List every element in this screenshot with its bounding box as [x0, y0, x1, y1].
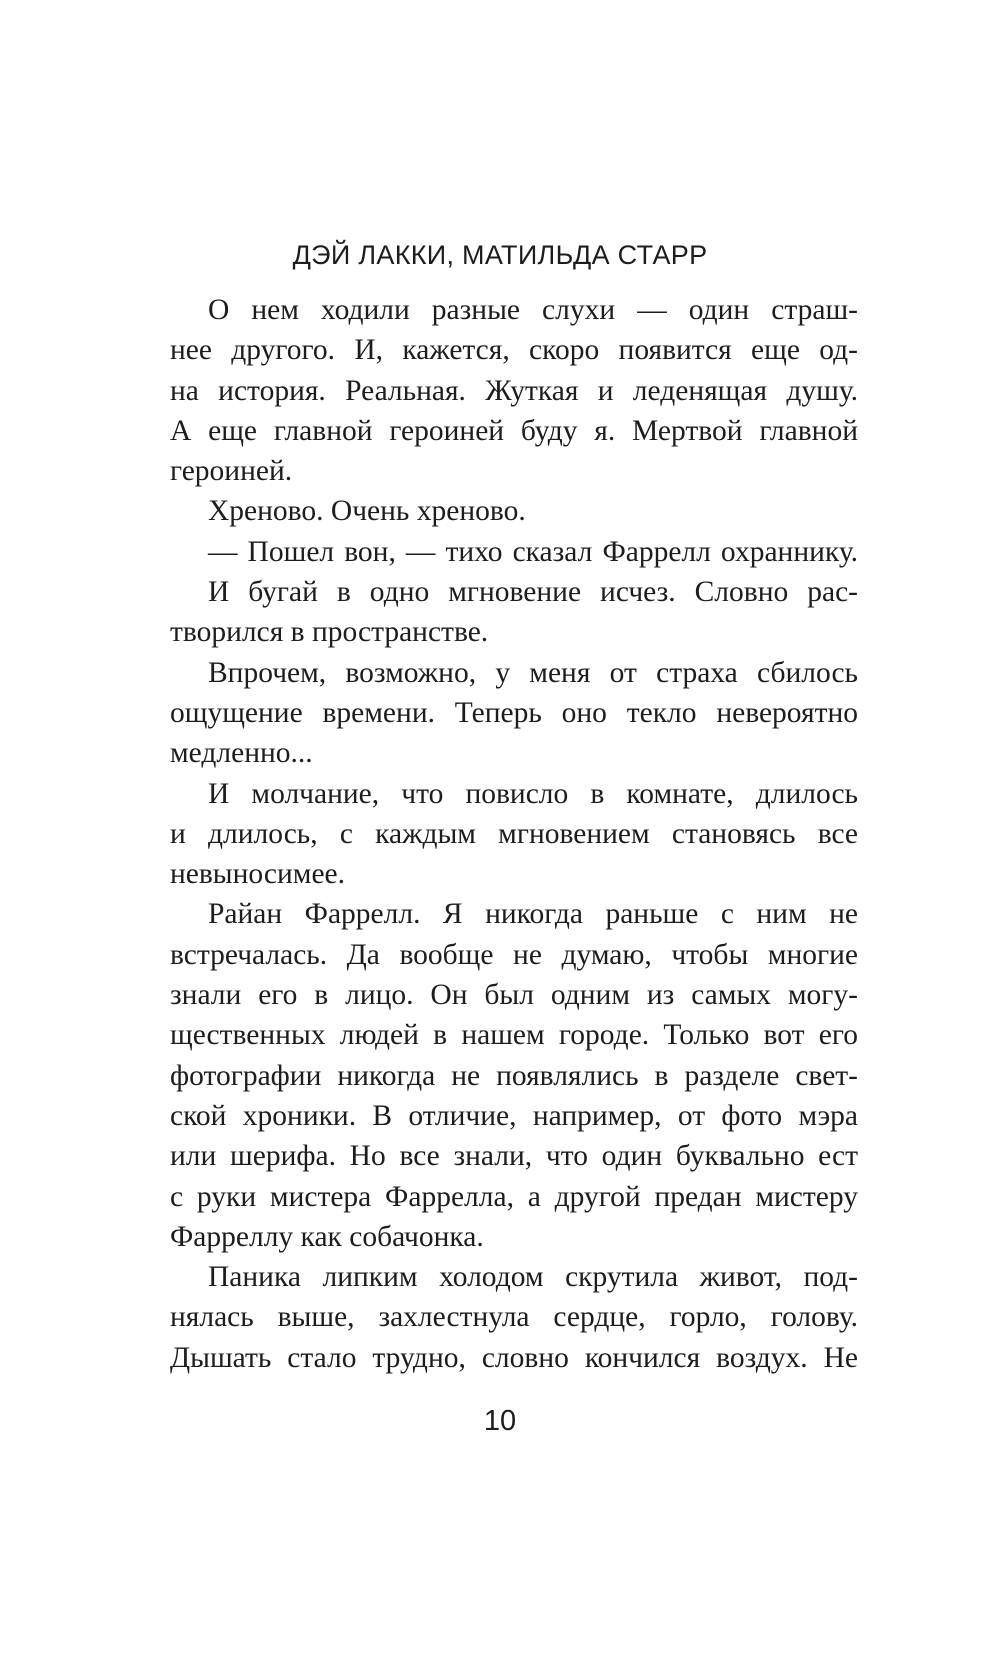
- body-text: [170, 290, 858, 1378]
- text-line: творился в пространстве.: [170, 616, 489, 649]
- text-line: с руки мистера Фаррелла, а другой предан мистеру: [170, 1180, 858, 1213]
- text-line: Райан Фаррелл. Я никогда раньше с ним не: [208, 898, 858, 931]
- text-line: нее другого. И, кажется, скоро появится еще од-: [170, 334, 858, 367]
- text-line: Впрочем, возможно, у меня от страха сбилось: [208, 656, 858, 689]
- text-line: невыносимее.: [170, 858, 346, 891]
- text-line: ской хроники. В отличие, например, от фото мэра: [170, 1099, 858, 1132]
- text-line: фотографии никогда не появлялись в разделе свет-: [170, 1059, 858, 1092]
- text-line: Паника липким холодом скрутила живот, под-: [208, 1261, 858, 1294]
- text-line: И молчание, что повисло в комнате, длилось: [208, 777, 858, 810]
- text-line: — Пошел вон, — тихо сказал Фаррелл охраннику.: [208, 535, 858, 568]
- text-line: Дышать стало трудно, словно кончился воздух. Не: [170, 1341, 858, 1374]
- text-line: и длилось, с каждым мгновением становясь все: [170, 817, 858, 850]
- page-number: 10: [483, 1405, 517, 1437]
- running-head: ДЭЙ ЛАККИ, МАТИЛЬДА СТАРР: [292, 240, 708, 270]
- text-line: А еще главной героиней буду я. Мертвой главной: [170, 414, 858, 447]
- text-line: Фарреллу как собачонка.: [170, 1220, 484, 1253]
- text-line: на история. Реальная. Жуткая и леденящая душу.: [170, 374, 858, 407]
- text-line: или шерифа. Но все знали, что один буквально ест: [170, 1140, 858, 1173]
- text-line: героиней.: [170, 455, 293, 488]
- text-line: ощущение времени. Теперь оно текло невероятно: [170, 696, 858, 729]
- text-line: О нем ходили разные слухи — один страш-: [208, 294, 858, 326]
- text-line: медленно...: [170, 737, 313, 770]
- text-line: щественных людей в нашем городе. Только вот его: [170, 1019, 858, 1052]
- text-line: Хреново. Очень хреново.: [208, 495, 526, 528]
- text-line: встречалась. Да вообще не думаю, чтобы многие: [170, 938, 858, 971]
- text-line: нялась выше, захлестнула сердце, горло, голову.: [170, 1301, 858, 1334]
- text-line: И бугай в одно мгновение исчез. Словно рас-: [208, 576, 858, 609]
- text-line: знали его в лицо. Он был одним из самых могу-: [170, 979, 858, 1012]
